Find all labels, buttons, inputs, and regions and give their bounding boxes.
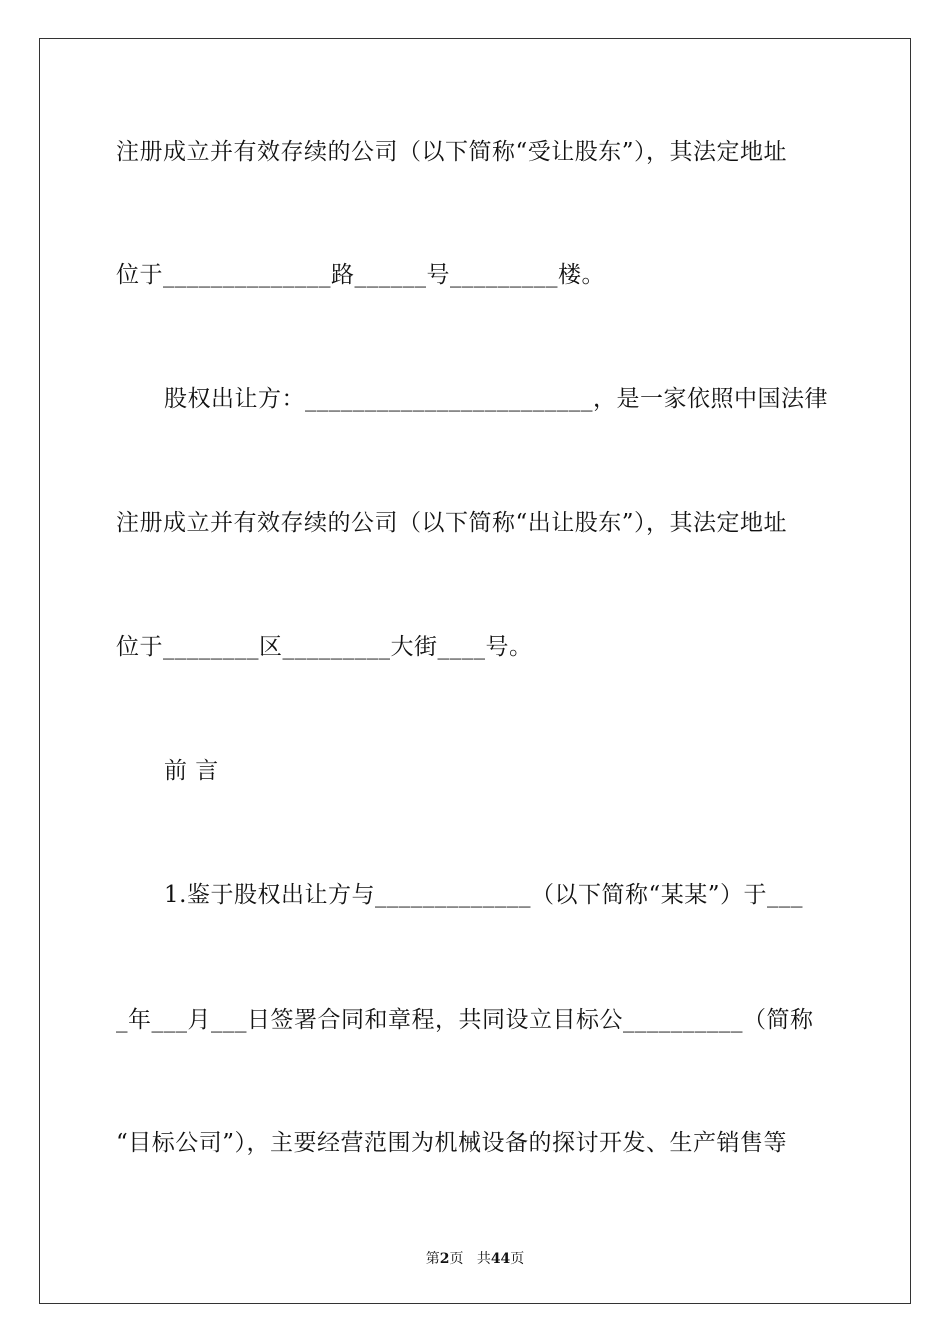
text-line-8: _年___月___日签署合同和章程，共同设立目标公__________（简称 <box>116 1007 814 1033</box>
footer-total-pages: 44 <box>490 1251 511 1267</box>
text-line-3: 股权出让方：________________________，是一家依照中国法律 <box>164 386 828 412</box>
text-line-1: 注册成立并有效存续的公司（以下简称“受让股东”），其法定地址 <box>116 139 788 165</box>
section-heading: 前 言 <box>164 758 219 784</box>
footer-total-suffix: 页 <box>510 1251 525 1267</box>
page-footer <box>0 1248 950 1268</box>
text-line-4: 注册成立并有效存续的公司（以下简称“出让股东”），其法定地址 <box>116 510 788 536</box>
page-border <box>39 38 911 1304</box>
text-line-5: 位于________区_________大街____号。 <box>116 634 533 660</box>
footer-page-number: 2 <box>439 1251 450 1267</box>
footer-total-prefix: 共 <box>476 1251 491 1267</box>
text-line-7: 1.鉴于股权出让方与_____________（以下简称“某某”）于___ <box>164 882 803 908</box>
footer-page-prefix: 第 <box>425 1251 440 1267</box>
text-line-2: 位于______________路______号_________楼。 <box>116 262 605 288</box>
footer-page-suffix: 页 <box>449 1251 464 1267</box>
text-line-9: “目标公司”），主要经营范围为机械设备的探讨开发、生产销售等 <box>116 1130 788 1156</box>
